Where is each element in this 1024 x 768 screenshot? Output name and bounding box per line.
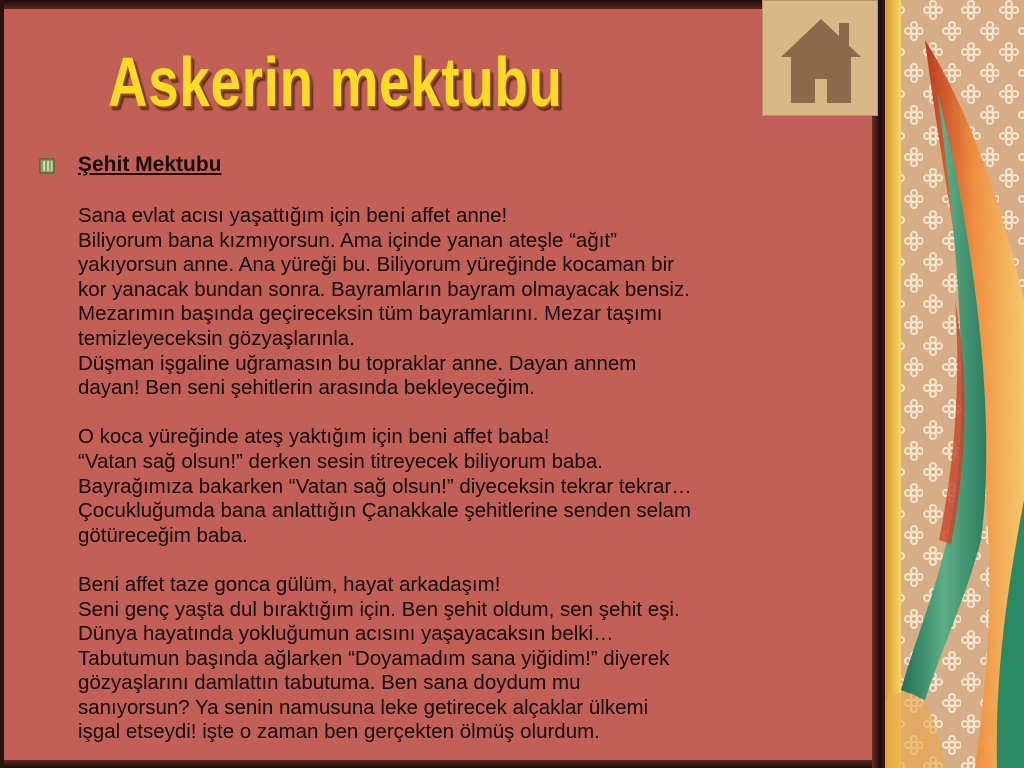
paragraph-gap — [78, 548, 868, 573]
paragraph1-line: Sana evlat acısı yaşattığım için beni affet anne! — [78, 204, 508, 227]
decorative-side-panel — [885, 0, 1024, 768]
letter-heading: Şehit Mektubu — [78, 153, 222, 176]
paragraph3-line: Beni affet taze gonca gülüm, hayat arkadaşım! — [78, 572, 501, 596]
paragraph1-line: kor yanacak bundan sonra. Bayramların bayram olmayacak bensiz. — [78, 277, 690, 301]
paragraph2-line: O koca yüreğinde ateş yaktığım için beni affet baba! — [78, 425, 550, 449]
house-icon — [777, 15, 865, 103]
paragraph3-line: Seni genç yaşta dul bıraktığım için. Ben şehit oldum, sen şehit eşi. — [78, 597, 680, 621]
paragraph2-line: Çocukluğumda bana anlattığın Çanakkale şehitlerine senden selam — [78, 499, 692, 523]
slide-frame-bottom — [0, 760, 885, 768]
slide-frame-left — [0, 0, 4, 768]
paragraph3-line: sanıyorsun? Ya senin namusuna leke getirecek alçaklar ülkemi — [78, 695, 649, 719]
paragraph1-line: Düşman işgaline uğramasın bu topraklar anne. Dayan annem — [78, 351, 637, 375]
decorative-pattern — [885, 0, 1024, 768]
paragraph3-line: gözyaşlarını damlattın tabutuma. Ben sana doydum mu — [78, 671, 581, 695]
paragraph2-line: Bayrağımıza bakarken “Vatan sağ olsun!” diyeceksin tekrar tekrar… — [78, 474, 692, 498]
paragraph1-line: temizleyeceksin gözyaşlarınla. — [78, 326, 355, 350]
paragraph2-line: “Vatan sağ olsun!” derken sesin titreyecek biliyorum baba. — [78, 449, 603, 473]
home-button[interactable] — [762, 0, 878, 116]
slide-title: Askerin mektubu — [108, 43, 563, 121]
bullet-icon — [37, 156, 57, 176]
paragraph3-line: Tabutumun başında ağlarken “Doyamadım sana yiğidim!” diyerek — [78, 646, 670, 670]
paragraph2-line: götüreceğim baba. — [78, 523, 248, 547]
paragraph1-line: yakıyorsun anne. Ana yüreği bu. Biliyorum yüreğinde kocaman bir — [78, 253, 674, 277]
slide-frame-top — [0, 0, 885, 9]
paragraph3-line: işgal etseydi! işte o zaman ben gerçekten ölmüş olurdum. — [78, 720, 600, 744]
paragraph1-line: dayan! Ben seni şehitlerin arasında bekleyeceğim. — [78, 376, 535, 400]
paragraph-gap — [78, 401, 868, 426]
letter-body — [78, 204, 868, 745]
paragraph3-line: Dünya hayatında yokluğumun acısını yaşayacaksın belki… — [78, 622, 614, 646]
paragraph1-line: Biliyorum bana kızmıyorsun. Ama içinde yanan ateşle “ağıt” — [78, 228, 617, 252]
paragraph1-line: Mezarımın başında geçireceksin tüm bayramlarını. Mezar taşımı — [78, 302, 663, 326]
